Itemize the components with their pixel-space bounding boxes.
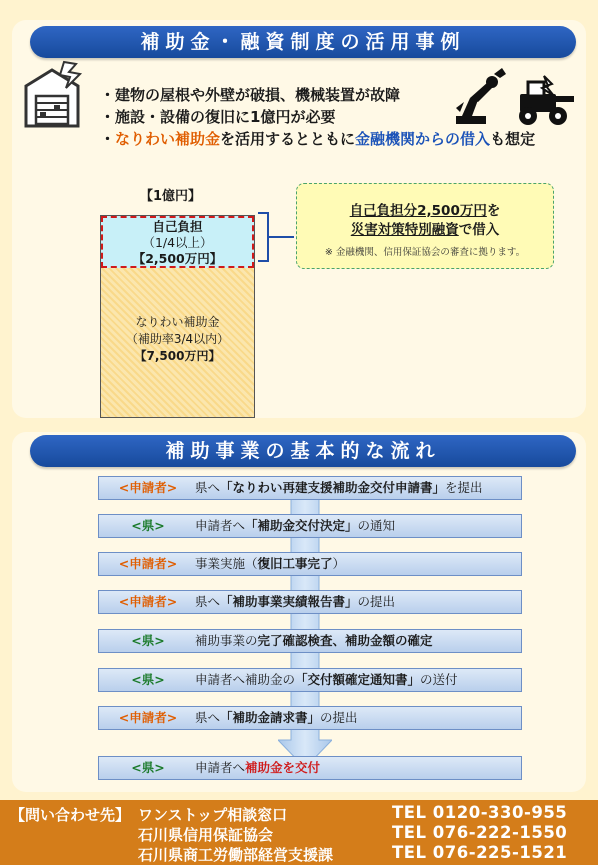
loan-line1 — [297, 202, 553, 221]
step-text-pre: 補助事業の — [195, 633, 258, 648]
step-text-post: を提出 — [445, 480, 483, 495]
step-text-emphasis: 復旧工事完了 — [257, 556, 333, 571]
step-text-emphasis: 「なりわい再建支援補助金交付申請書」 — [220, 480, 446, 495]
case-example-section — [12, 20, 586, 418]
step-actor: <申請者> — [118, 480, 178, 495]
step-actor: <申請者> — [118, 710, 178, 725]
disaster-loan-underlined: 災害対策特別融資 — [350, 222, 459, 238]
loan-line2 — [297, 221, 553, 240]
process-step — [98, 756, 522, 780]
step-actor: <県> — [131, 518, 165, 533]
self-burden-ratio: （1/4以上） — [142, 235, 213, 250]
process-flow-section — [12, 432, 586, 792]
step-text-emphasis: 完了確認検査、補助金額の確定 — [257, 633, 433, 648]
case-example-title: 補助金・融資制度の活用事例 — [30, 26, 576, 58]
loan-note: ※ 金融機関、信用保証協会の審査に拠ります。 — [324, 247, 526, 258]
process-flow-title: 補助事業の基本的な流れ — [30, 435, 576, 467]
step-text-pre: 県へ — [195, 710, 221, 725]
contact-label: 【問い合わせ先】 — [10, 806, 131, 824]
bullet-restoration-cost: ・施設・設備の復旧に1億円が必要 — [100, 108, 336, 126]
nariwai-subsidy-highlight: なりわい補助金 — [115, 130, 221, 148]
self-burden-amount: 【2,500万円】 — [132, 251, 223, 266]
bullet-damage: ・建物の屋根や外壁が破損、機械装置が故障 — [100, 86, 401, 104]
step-text-post: の提出 — [320, 710, 358, 725]
broken-machinery-icon — [448, 68, 580, 136]
step-text-emphasis: 「補助金交付決定」 — [245, 518, 358, 533]
step-text-emphasis: 「交付額確定通知書」 — [295, 672, 421, 687]
step-actor: <県> — [131, 633, 165, 648]
step-text-pre: 申請者へ補助金の — [195, 672, 296, 687]
step-actor: <県> — [131, 760, 165, 775]
self-burden-portion — [101, 216, 254, 268]
funding-breakdown-box — [100, 215, 255, 418]
step-text-pre: 申請者へ — [195, 760, 246, 775]
process-step — [98, 552, 522, 576]
step-text-post: の通知 — [357, 518, 396, 533]
step-description — [195, 630, 433, 652]
process-step — [98, 514, 522, 538]
subsidy-amount: 【7,500万円】 — [134, 349, 221, 363]
step-text-emphasis: 「補助金請求書」 — [220, 710, 321, 725]
step-description — [195, 707, 358, 729]
self-burden-title: 自己負担 — [152, 219, 203, 234]
contact-org-prefecture: 石川県商工労働部経営支援課 — [138, 846, 334, 864]
step-text-pre: 申請者へ — [195, 518, 246, 533]
bracket-connector — [256, 207, 296, 267]
step-text-pre: 事業実施（ — [195, 556, 258, 571]
loan-amount-underlined: 自己負担分2,500万円 — [349, 203, 487, 219]
contact-org-guarantee: 石川県信用保証協会 — [138, 826, 274, 844]
loan-line2-post: で借入 — [458, 222, 500, 238]
step-description — [195, 553, 345, 575]
process-step — [98, 476, 522, 500]
bullet-text-post: も想定 — [490, 130, 536, 148]
bank-loan-highlight: 金融機関からの借入 — [355, 130, 491, 148]
step-description — [195, 757, 320, 779]
bullet-prefix: ・ — [100, 130, 116, 148]
step-actor: <県> — [131, 672, 165, 687]
bullet-text-mid: を活用するとともに — [220, 130, 356, 148]
step-actor: <申請者> — [118, 556, 178, 571]
contact-info-bar — [0, 800, 598, 865]
step-text-post: の送付 — [420, 672, 458, 687]
process-step — [98, 706, 522, 730]
step-description — [195, 669, 458, 691]
step-description — [195, 515, 395, 537]
loan-info-box — [296, 183, 554, 269]
total-cost-label: 【1億円】 — [140, 189, 202, 204]
step-description — [195, 591, 395, 613]
process-step — [98, 590, 522, 614]
step-text-emphasis: 補助金を交付 — [245, 760, 321, 775]
step-text-pre: 県へ — [195, 480, 221, 495]
step-text-post: の提出 — [357, 594, 396, 609]
subsidy-rate: （補助率3/4以内） — [125, 332, 230, 346]
subsidy-portion — [101, 268, 254, 417]
contact-org-onestop: ワンストップ相談窓口 — [138, 806, 288, 824]
step-text-emphasis: 「補助事業実績報告書」 — [220, 594, 358, 609]
process-step — [98, 668, 522, 692]
contact-tel-guarantee[interactable]: TEL 076-222-1550 — [392, 823, 568, 842]
contact-tel-onestop[interactable]: TEL 0120-330-955 — [392, 803, 568, 822]
process-step — [98, 629, 522, 653]
subsidy-title: なりわい補助金 — [135, 315, 220, 329]
contact-tel-prefecture[interactable]: TEL 076-225-1521 — [392, 843, 568, 862]
damaged-building-icon — [22, 58, 94, 132]
step-description — [195, 477, 483, 499]
loan-line1-post: を — [486, 203, 501, 219]
step-text-post: ） — [332, 556, 346, 571]
step-text-pre: 県へ — [195, 594, 221, 609]
step-actor: <申請者> — [118, 594, 178, 609]
